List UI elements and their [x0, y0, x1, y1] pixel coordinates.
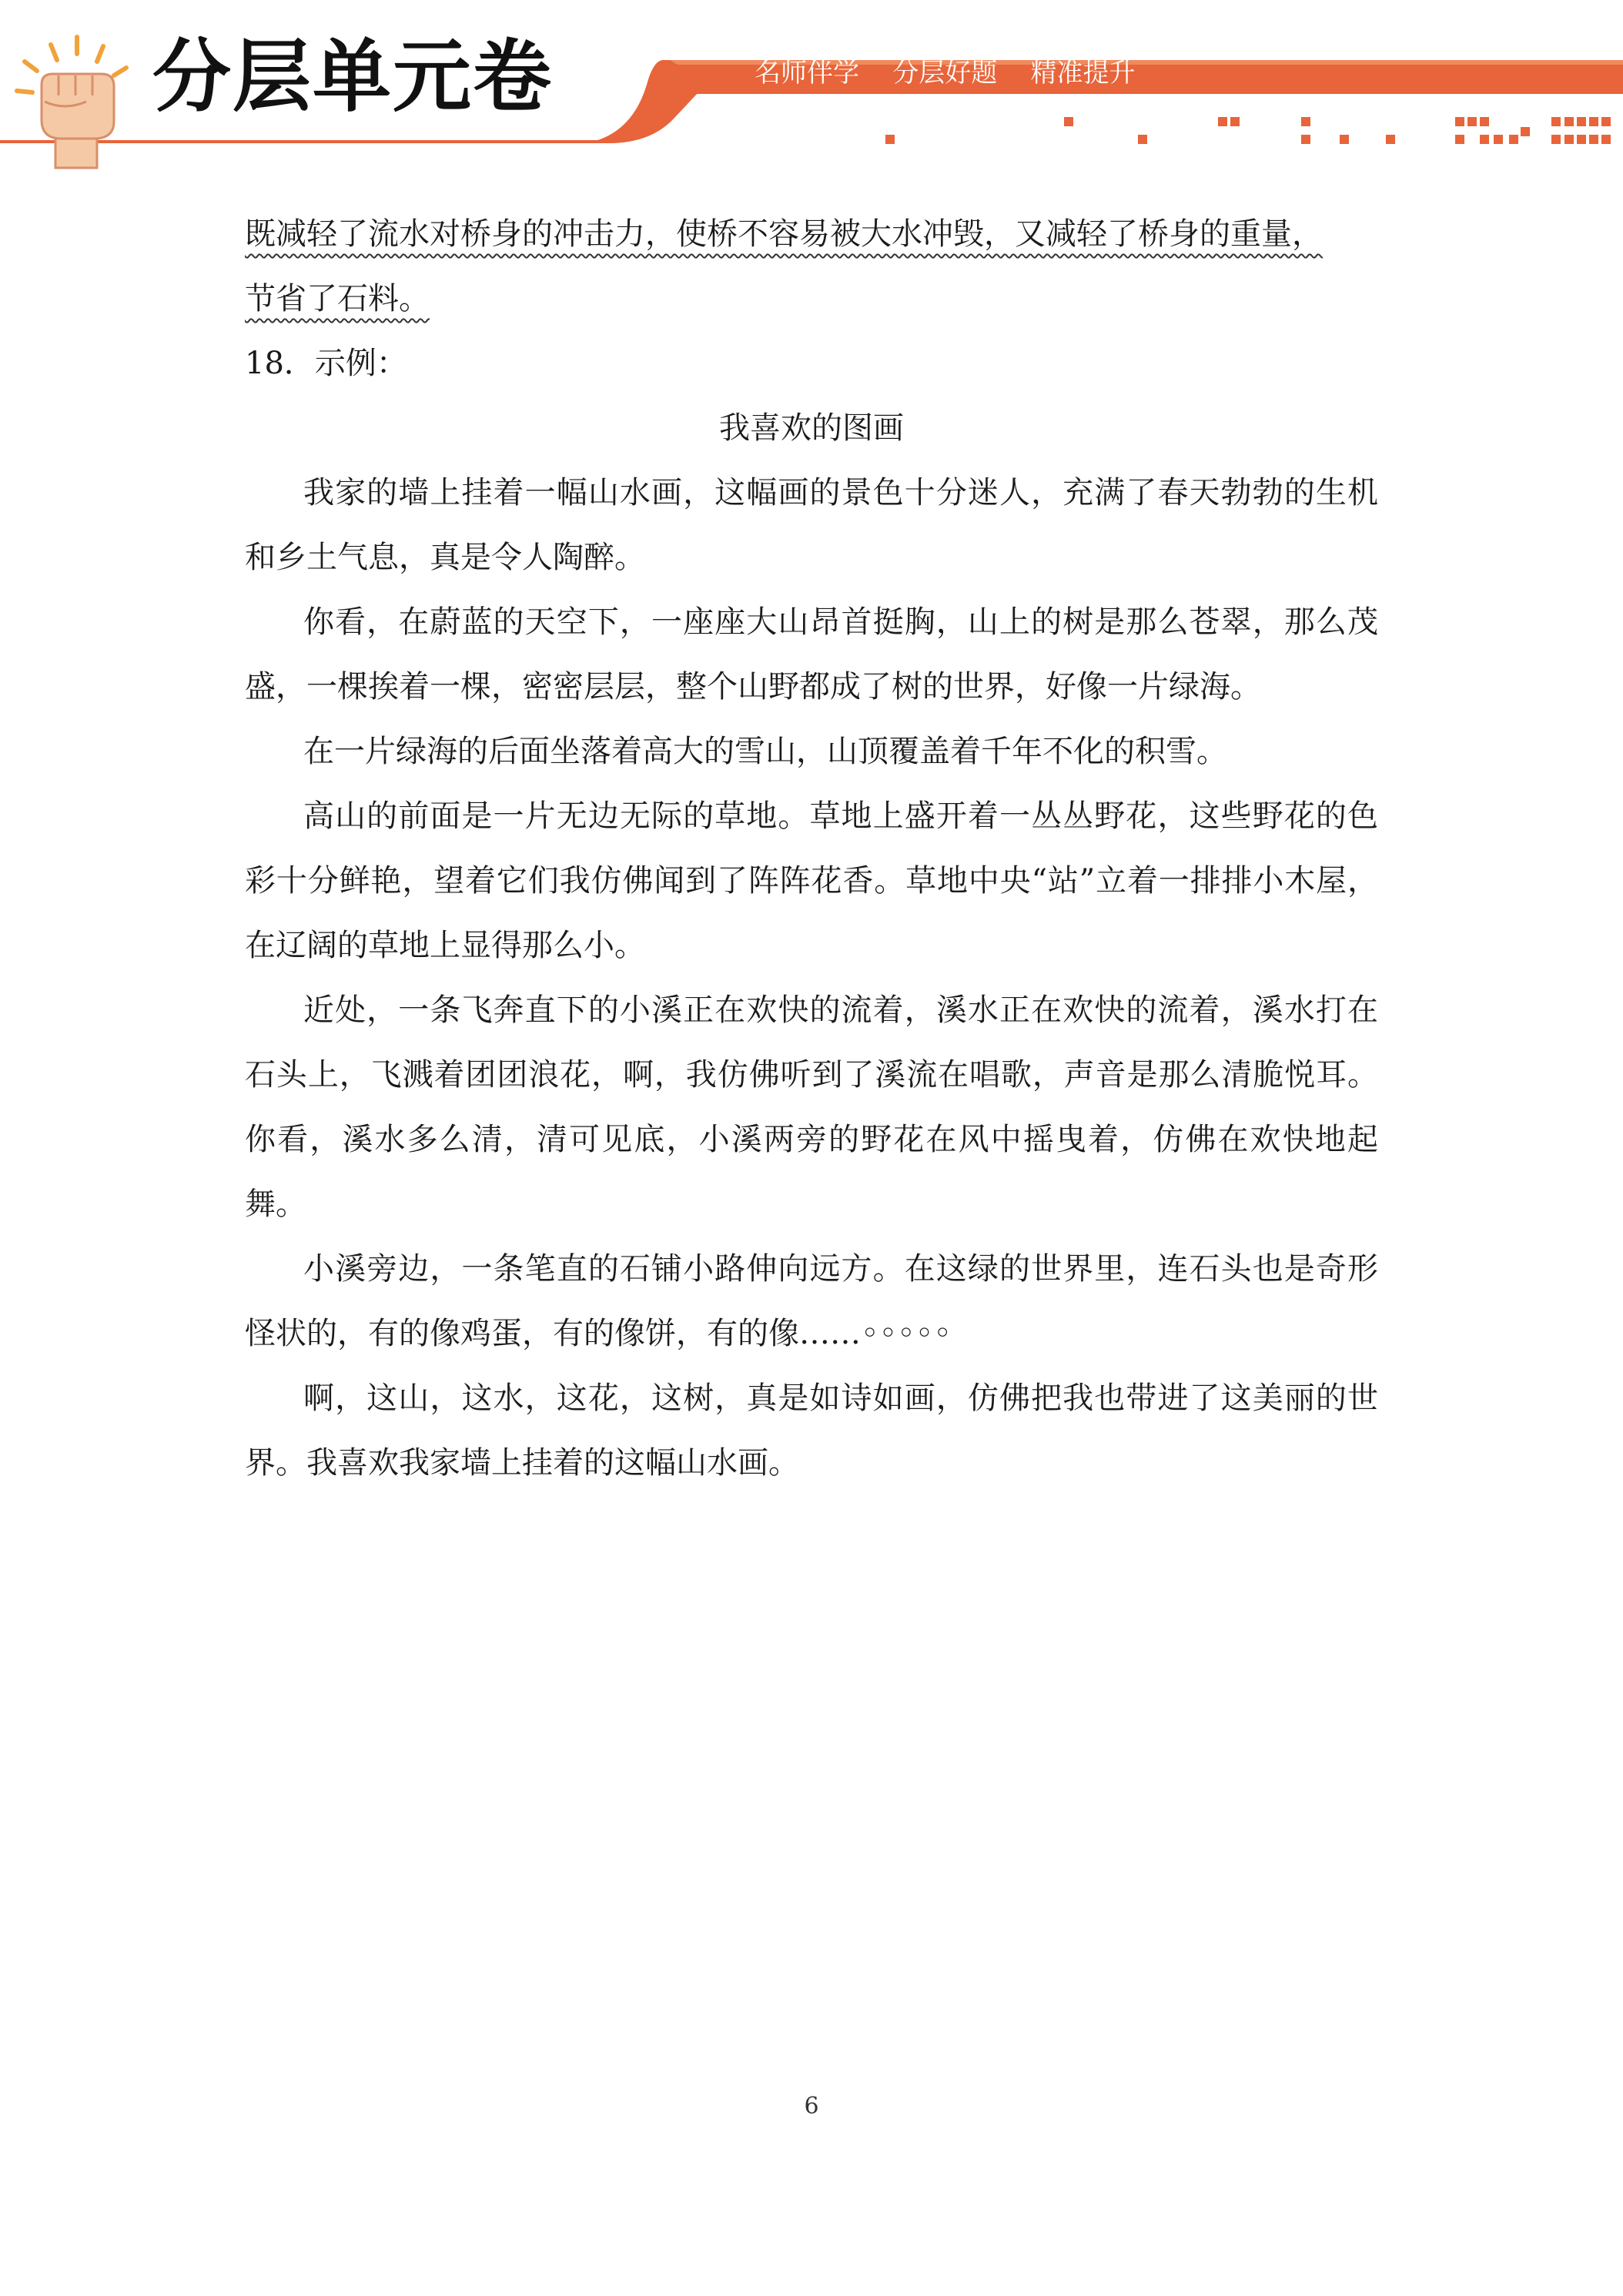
- brand-title: 分层单元卷: [152, 32, 553, 123]
- page-number: 6: [804, 2093, 819, 2120]
- essay-paragraph: 小溪旁边，一条笔直的石铺小路伸向远方。在这绿的世界里，连石头也是奇形怪状的，有的像鸡蛋，有的像饼，有的像……◦◦◦◦◦: [245, 1251, 1378, 1351]
- question-18-label: 18．示例：: [245, 346, 407, 381]
- header-slogan: 名师伴学 分层好题 精准提升: [755, 58, 1136, 89]
- essay-paragraph: 高山的前面是一片无边无际的草地。草地上盛开着一丛丛野花，这些野花的色彩十分鲜艳，望着它们我仿佛闻到了阵阵花香。草地中央“站”立着一排排小木屋，在辽阔的草地上显得那么小。: [245, 798, 1378, 963]
- essay-body: [245, 460, 1378, 1495]
- header-banner: [0, 0, 1623, 177]
- essay-paragraph: 近处，一条飞奔直下的小溪正在欢快的流着，溪水正在欢快的流着，溪水打在石头上，飞溅着团团浪花，啊，我仿佛听到了溪流在唱歌，声音是那么清脆悦耳。你看，溪水多么清，清可见底，小溪两旁的野花在风中摇曳着，仿佛在欢快地起舞。: [245, 992, 1378, 1222]
- essay-title: 我喜欢的图画: [719, 410, 904, 446]
- essay-paragraph: 你看，在蔚蓝的天空下，一座座大山昂首挺胸，山上的树是那么苍翠，那么茂盛，一棵挨着一棵，密密层层，整个山野都成了树的世界，好像一片绿海。: [245, 604, 1378, 705]
- essay-paragraph: 啊，这山，这水，这花，这树，真是如诗如画，仿佛把我也带进了这美丽的世界。我喜欢我家墙上挂着的这幅山水画。: [245, 1381, 1378, 1481]
- answer-content: [245, 202, 1378, 1495]
- essay-paragraph: 我家的墙上挂着一幅山水画，这幅画的景色十分迷人，充满了春天勃勃的生机和乡土气息，真是令人陶醉。: [245, 475, 1378, 575]
- essay-paragraph: 在一片绿海的后面坐落着高大的雪山，山顶覆盖着千年不化的积雪。: [303, 734, 1227, 769]
- answer-17-continuation-line-2: 节省了石料。: [245, 281, 430, 316]
- answer-17-continuation-line-1: 既减轻了流水对桥身的冲击力，使桥不容易被大水冲毁，又减轻了桥身的重量，: [245, 216, 1323, 252]
- raised-fist-icon: [11, 31, 142, 169]
